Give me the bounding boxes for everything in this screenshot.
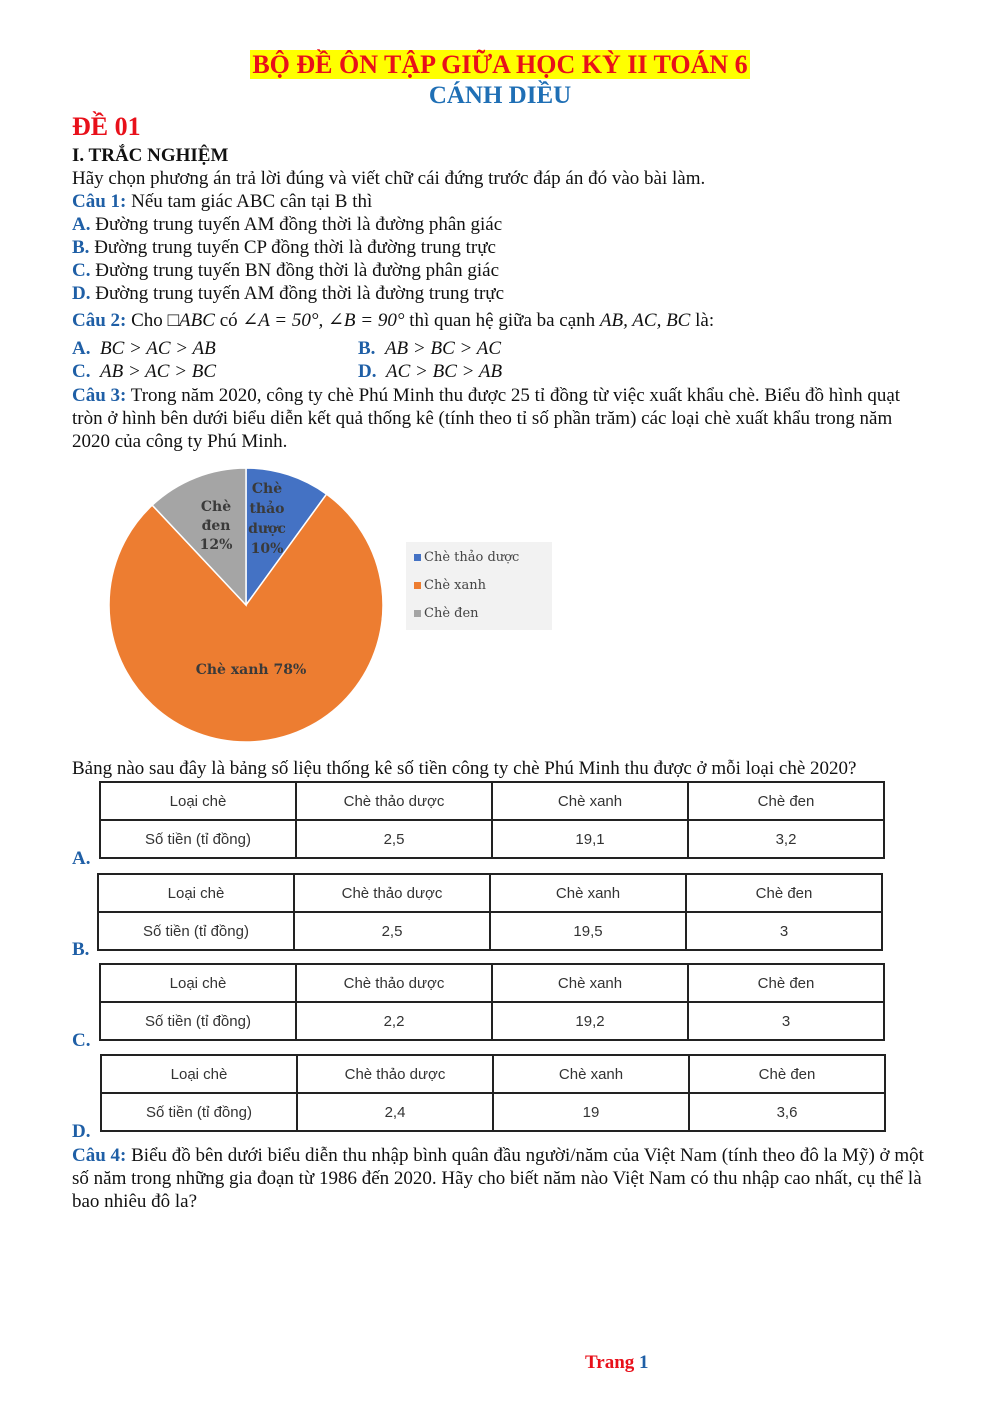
q2-option-d: D. AC > BC > AB	[358, 361, 503, 382]
q1-option-c: C. Đường trung tuyến BN đồng thời là đường phân giác	[72, 260, 500, 281]
table-cell: 3	[688, 1002, 884, 1040]
question-label: Câu 3:	[72, 385, 127, 406]
question-text: Nếu tam giác ABC cân tại B thì	[126, 191, 373, 212]
table-cell: Loại chè	[100, 782, 296, 820]
table-cell: 3,2	[688, 820, 884, 858]
table-row	[100, 782, 884, 820]
table-cell: Chè xanh	[492, 782, 688, 820]
q1-option-a: A. Đường trung tuyến AM đồng thời là đường phân giác	[72, 214, 503, 235]
question-4	[72, 1144, 932, 1213]
table-cell: Số tiền (tỉ đồng)	[100, 820, 296, 858]
table-cell: 2,5	[296, 820, 492, 858]
page-label: Trang	[585, 1352, 635, 1373]
table-cell: 2,5	[294, 912, 490, 950]
legend-item: Chè thảo dược	[414, 550, 519, 565]
section-title: I. TRẮC NGHIỆM	[72, 145, 229, 166]
table-d-label: D.	[72, 1121, 91, 1142]
q2-option-b: B. AB > BC > AC	[358, 338, 502, 359]
table-cell: Số tiền (tỉ đồng)	[98, 912, 294, 950]
table-cell: Chè thảo dược	[294, 874, 490, 912]
table-option-d	[100, 1054, 886, 1132]
q2-option-c: C. AB > AC > BC	[72, 361, 217, 382]
question-label: Câu 1:	[72, 191, 127, 212]
table-cell: 19,1	[492, 820, 688, 858]
triangle-symbol: □ABC	[167, 310, 215, 331]
table-cell: Chè đen	[686, 874, 882, 912]
question-3	[72, 384, 932, 453]
table-row	[101, 1055, 885, 1093]
page-number: 1	[639, 1352, 649, 1373]
table-row	[100, 820, 884, 858]
table-cell: Chè đen	[688, 782, 884, 820]
table-cell: Loại chè	[101, 1055, 297, 1093]
question-label: Câu 4:	[72, 1145, 127, 1166]
question-2: Câu 2: Cho □ABC có ∠A = 50°, ∠B = 90° thì quan hệ giữa ba cạnh AB, AC, BC là:	[72, 310, 715, 331]
pie-chart	[100, 460, 400, 750]
table-cell: Loại chè	[100, 964, 296, 1002]
table-option-c	[99, 963, 885, 1041]
q1-option-b: B. Đường trung tuyến CP đồng thời là đường trung trực	[72, 237, 496, 258]
question-text: Biểu đồ bên dưới biểu diễn thu nhập bình quân đầu người/năm của Việt Nam (tính theo đô la Mỹ) ở một số năm trong những gia đoạn từ 1986 đến 2020. Hãy cho biết năm nào Việt Nam có thu nhập cao nhất, cụ thể là bao nhiêu đô la?	[72, 1145, 924, 1212]
table-row	[101, 1093, 885, 1131]
table-b-label: B.	[72, 939, 90, 960]
table-a-label: A.	[72, 848, 91, 869]
angle-expression: ∠A = 50°, ∠B = 90°	[242, 310, 405, 331]
sides-expression: AB, AC, BC	[599, 310, 691, 331]
chart-legend	[406, 542, 552, 630]
page-footer	[585, 1352, 649, 1374]
table-cell: Chè thảo dược	[296, 964, 492, 1002]
exam-number: ĐỀ 01	[72, 112, 141, 141]
table-cell: Chè thảo dược	[296, 782, 492, 820]
table-cell: 2,2	[296, 1002, 492, 1040]
table-cell: Loại chè	[98, 874, 294, 912]
legend-item: Chè xanh	[414, 578, 486, 593]
pie-slice-label: Chè thảo dược 10%	[248, 481, 286, 557]
table-question: Bảng nào sau đây là bảng số liệu thống kê số tiền công ty chè Phú Minh thu được ở mỗi loại chè 2020?	[72, 758, 857, 779]
table-option-a	[99, 781, 885, 859]
table-cell: 3,6	[689, 1093, 885, 1131]
table-row	[100, 1002, 884, 1040]
pie-slice-label: Chè xanh 78%	[195, 662, 307, 678]
table-c-label: C.	[72, 1030, 91, 1051]
table-cell: Số tiền (tỉ đồng)	[101, 1093, 297, 1131]
document-subtitle: CÁNH DIỀU	[428, 82, 572, 109]
table-cell: 19	[493, 1093, 689, 1131]
question-text: Trong năm 2020, công ty chè Phú Minh thu được 25 tỉ đồng từ việc xuất khẩu chè. Biểu đồ hình quạt tròn ở hình bên dưới biểu diễn kết quả thống kê (tính theo tỉ số phần trăm) các loại chè xuất khẩu trong năm 2020 của công ty Phú Minh.	[72, 385, 901, 452]
document-title: BỘ ĐỀ ÔN TẬP GIỮA HỌC KỲ II TOÁN 6	[252, 50, 748, 79]
table-cell: Chè đen	[689, 1055, 885, 1093]
legend-swatch	[414, 554, 421, 561]
table-row	[100, 964, 884, 1002]
question-label: Câu 2:	[72, 310, 127, 331]
table-cell: 3	[686, 912, 882, 950]
table-cell: 19,2	[492, 1002, 688, 1040]
table-cell: Chè xanh	[492, 964, 688, 1002]
table-row	[98, 912, 882, 950]
table-cell: Chè xanh	[490, 874, 686, 912]
table-cell: Chè thảo dược	[297, 1055, 493, 1093]
table-cell: Chè xanh	[493, 1055, 689, 1093]
legend-swatch	[414, 610, 421, 617]
q1-option-d: D. Đường trung tuyến AM đồng thời là đường trung trực	[72, 283, 505, 304]
legend-swatch	[414, 582, 421, 589]
question-1	[72, 190, 372, 213]
table-option-b	[97, 873, 883, 951]
table-row	[98, 874, 882, 912]
pie-slice-label: Chè đen 12%	[199, 499, 233, 553]
table-cell: Số tiền (tỉ đồng)	[100, 1002, 296, 1040]
table-cell: 2,4	[297, 1093, 493, 1131]
legend-item: Chè đen	[414, 606, 479, 621]
instruction: Hãy chọn phương án trả lời đúng và viết chữ cái đứng trước đáp án đó vào bài làm.	[72, 168, 706, 189]
table-cell: 19,5	[490, 912, 686, 950]
table-cell: Chè đen	[688, 964, 884, 1002]
q2-option-a: A. BC > AC > AB	[72, 338, 216, 359]
